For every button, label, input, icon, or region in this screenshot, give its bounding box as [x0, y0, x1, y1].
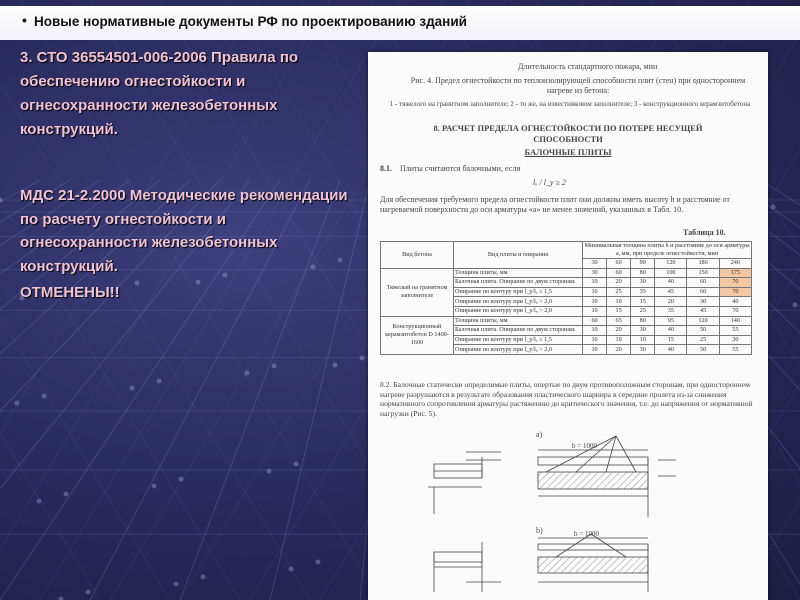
- table-cell: 10: [583, 287, 607, 297]
- table-cell: 35: [655, 306, 687, 316]
- table-cell: 60: [607, 268, 631, 278]
- table-cell: 80: [631, 268, 655, 278]
- table-row-label: Опирание по контуру при l_y/lₓ > 2,0: [454, 297, 583, 307]
- table-row-label: Опирание по контуру при l_y/lₓ ≤ 1,5: [454, 287, 583, 297]
- table-header-support: Вид плиты и опирания: [454, 242, 583, 269]
- table-cell: 30: [687, 297, 719, 307]
- table-cell: 60: [687, 278, 719, 288]
- table-intro-paragraph: Для обеспечения требуемого предела огнестойкости плит они должны иметь высоту h и расстояние от нагреваемой поверхности до оси арматуры «а» не менее значений, указанных в Табл. 10.: [380, 195, 730, 214]
- table-header-min: Минимальная толщина плиты h и расстояние до оси арматуры а, мм, при пределе огнестойкости, мин: [584, 242, 750, 257]
- table-cell: 100: [655, 268, 687, 278]
- table-row-label: Балочная плита. Опирание по двум сторонам.: [454, 278, 583, 288]
- table-cell: 60: [583, 316, 607, 326]
- table-cell: 50: [687, 345, 719, 355]
- table-cell: 25: [687, 335, 719, 345]
- table-cell: 150: [687, 268, 719, 278]
- fire-resistance-table: [380, 241, 752, 355]
- table-group-heavy-granite: Тяжелый на гранитном заполнителе: [381, 268, 454, 316]
- table-cell: 20: [607, 345, 631, 355]
- table-cell: 10: [583, 306, 607, 316]
- table-cell: 15: [631, 297, 655, 307]
- table-header-minute: 60: [607, 259, 631, 269]
- table-cell: 10: [583, 278, 607, 288]
- table-cell-highlighted: 70: [719, 287, 751, 297]
- table-row-label: Балочная плита. Опирание по двум сторонам.: [454, 326, 583, 336]
- table-cell: 50: [687, 326, 719, 336]
- table-header-minute: 240: [719, 259, 751, 269]
- fig5-label-a: а): [536, 430, 543, 439]
- table-cell: 120: [687, 316, 719, 326]
- p81-label: 8.1.: [380, 164, 392, 173]
- p82-paragraph: 8.2. Балочные статически определимые плиты, опертые по двум противоположным сторонам, при одностороннем нагреве разрушаются в результате образования пластического шарнира в середине пролета из-за снижения нормативного сопротивления арматуры растяжению до критического значения, т.е. до напряжения от нормативной нагрузки (Рис. 5).: [380, 380, 753, 418]
- table-cell: 140: [719, 316, 751, 326]
- table-group-expanded-clay: Конструкционный керамзитобетон D 1400-1600: [381, 316, 454, 354]
- table-cell: 20: [655, 297, 687, 307]
- table-cell: 30: [631, 326, 655, 336]
- table-cell: 30: [583, 268, 607, 278]
- table-header-minute: 180: [687, 259, 719, 269]
- fig5-label-b: b): [536, 526, 543, 535]
- table-cell: 40: [655, 278, 687, 288]
- table-cell-highlighted: 70: [719, 278, 751, 288]
- table-cell: 10: [583, 335, 607, 345]
- title-bullet: •: [22, 12, 27, 28]
- doc-top-caption: Длительность стандартного пожара, мин: [518, 62, 658, 71]
- table-cell: 10: [583, 297, 607, 307]
- table-cell: 10: [607, 297, 631, 307]
- table-cell: 45: [687, 306, 719, 316]
- table-cell: 30: [719, 335, 751, 345]
- table-cell: 55: [719, 345, 751, 355]
- table-cell: 45: [655, 287, 687, 297]
- sto-standard-text: 3. СТО 36554501-006-2006 Правила по обеспечению огнестойкости и огнесохранности железобетонных конструкций.: [20, 49, 299, 138]
- table-header-minute: 120: [655, 259, 687, 269]
- table-cell: 25: [631, 306, 655, 316]
- table-cell: 10: [631, 335, 655, 345]
- table-cell: 65: [607, 316, 631, 326]
- table-cell: 80: [631, 316, 655, 326]
- fig5-dimension-b: b = 1000: [574, 530, 599, 538]
- p81-text: Плиты считаются балочными, если: [400, 164, 521, 173]
- table-cell: 20: [607, 326, 631, 336]
- table-header-minute: 90: [631, 259, 655, 269]
- table-cell: 10: [583, 326, 607, 336]
- table-cell: 15: [607, 306, 631, 316]
- table-header-minute: 30: [583, 259, 607, 269]
- table-cell-highlighted: 175: [719, 268, 751, 278]
- table-cell: 95: [655, 316, 687, 326]
- table-cell: 40: [719, 297, 751, 307]
- table-cell: 55: [719, 326, 751, 336]
- table-row-label: Толщина плиты, мм: [454, 316, 583, 326]
- table-cell: 10: [583, 345, 607, 355]
- table-cell: 10: [607, 335, 631, 345]
- slide-title-bar: [0, 6, 800, 40]
- table-header-concrete: Вид бетона: [381, 242, 454, 269]
- table-cell: 20: [607, 278, 631, 288]
- table-cell: 30: [631, 345, 655, 355]
- table-title: Таблица 10.: [683, 228, 726, 237]
- slide-title: Новые нормативные документы РФ по проектированию зданий: [34, 14, 467, 29]
- table-cell: 40: [655, 326, 687, 336]
- table-row-label: Опирание по контуру при l_y/lₓ > 2,0: [454, 306, 583, 316]
- table-row-label: Опирание по контуру при l_y/lₓ > 2,0: [454, 345, 583, 355]
- table-cell: 35: [631, 287, 655, 297]
- table-cell: 40: [655, 345, 687, 355]
- fig4-caption: Рис. 4. Предел огнестойкости по теплоизолирующей способности плит (стен) при одностороннем нагреве из бетона:: [410, 76, 746, 95]
- table-row-label: Толщина плиты, мм: [454, 268, 583, 278]
- section-heading: 8. РАСЧЕТ ПРЕДЕЛА ОГНЕСТОЙКОСТИ ПО ПОТЕРЕ НЕСУЩЕЙ СПОСОБНОСТИ: [433, 123, 703, 144]
- table-cell: 30: [631, 278, 655, 288]
- fig5-slab-diagram: [426, 432, 756, 597]
- cancelled-notice: ОТМЕНЕНЫ!!: [20, 284, 120, 301]
- p81-formula: lₓ / l_y ≥ 2: [533, 178, 566, 187]
- fig5-dimension-a: b = 1000: [572, 442, 597, 450]
- table-row-label: Опирание по контуру при l_y/lₓ ≤ 1,5: [454, 335, 583, 345]
- scanned-document: [368, 52, 768, 600]
- table-cell: 25: [607, 287, 631, 297]
- fig4-legend: 1 - тяжелого на гранитном заполнителе; 2 - то же, на известняковом заполнителе; 3 - конструкционного керамзитобетона: [389, 100, 751, 108]
- table-cell: 15: [655, 335, 687, 345]
- subsection-heading: БАЛОЧНЫЕ ПЛИТЫ: [524, 147, 612, 157]
- table-cell: 60: [687, 287, 719, 297]
- table-cell: 70: [719, 306, 751, 316]
- mds-recommendations-text: МДС 21-2.2000 Методические рекомендации по расчету огнестойкости и огнесохранности железобетонных конструкций.: [20, 187, 348, 275]
